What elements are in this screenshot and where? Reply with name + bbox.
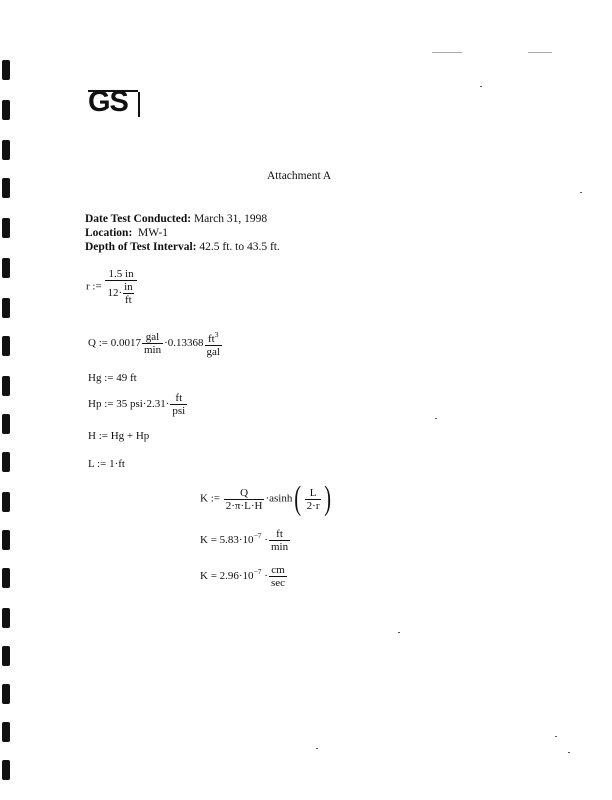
date-value: March 31, 1998 xyxy=(193,213,268,225)
eq-k2-lhs: K = 5.83·10 xyxy=(200,534,254,547)
eq-k3-fraction xyxy=(269,564,287,589)
eq-q-f1-den: min xyxy=(143,344,162,356)
eq-k3-exp: −7 xyxy=(253,567,262,577)
equation-r xyxy=(86,268,138,306)
binder-hole xyxy=(2,568,10,588)
eq-r-den-den: ft xyxy=(125,294,132,306)
binder-hole xyxy=(2,140,10,160)
location-value: MW-1 xyxy=(138,227,169,239)
eq-r-den-num: in xyxy=(124,281,133,293)
eq-k2-dot: · xyxy=(261,534,268,547)
eq-k1-den: 2·π·L·H xyxy=(225,499,263,512)
binder-hole xyxy=(2,376,10,396)
eq-q-lhs: Q := 0.0017 xyxy=(88,337,141,350)
binder-hole xyxy=(2,760,10,780)
scan-speck xyxy=(316,748,318,749)
eq-r-den-fraction xyxy=(123,281,134,306)
eq-q-frac1 xyxy=(142,331,163,356)
equation-h: H := Hg + Hp xyxy=(88,430,150,442)
binder-hole xyxy=(2,530,10,550)
attachment-title: Attachment A xyxy=(267,170,332,182)
eq-k1-p-den: 2·r xyxy=(306,499,320,512)
scan-speck xyxy=(398,632,400,633)
location-label: Location: xyxy=(85,227,133,239)
company-logo xyxy=(88,86,136,118)
eq-k3-lhs: K = 2.96·10 xyxy=(200,570,254,583)
left-paren: ( xyxy=(294,480,302,517)
equation-l: L := 1·ft xyxy=(88,458,125,470)
eq-r-num: 1.5 in xyxy=(105,268,136,281)
binder-hole xyxy=(2,452,10,472)
eq-k1-lhs: K := xyxy=(200,492,220,505)
eq-k1-paren-fraction xyxy=(305,487,322,512)
eq-q-f2-den: gal xyxy=(206,346,220,358)
eq-q-f1-num: gal xyxy=(142,331,163,344)
scan-speck xyxy=(528,52,552,53)
depth-value: 42.5 ft. to 43.5 ft. xyxy=(199,241,280,253)
eq-r-den-coef: 12· xyxy=(107,287,123,300)
equation-hg: Hg := 49 ft xyxy=(88,372,137,384)
right-paren: ) xyxy=(324,480,332,517)
binder-hole xyxy=(2,60,10,80)
test-metadata xyxy=(85,212,280,254)
depth-line xyxy=(85,240,280,254)
logo-text: GS xyxy=(88,86,128,118)
depth-label: Depth of Test Interval: xyxy=(85,241,197,253)
binder-hole xyxy=(2,336,10,356)
equation-k-ft-min xyxy=(200,528,291,553)
scan-speck xyxy=(435,418,437,419)
eq-q-f2-exp: 3 xyxy=(214,330,219,339)
binder-hole xyxy=(2,722,10,742)
eq-q-f2-num-wrap xyxy=(205,329,222,346)
eq-hp-lhs: Hp := 35 psi·2.31· xyxy=(88,398,170,411)
eq-k2-exp: −7 xyxy=(253,531,262,541)
date-line xyxy=(85,212,280,226)
eq-hp-num: ft xyxy=(170,392,187,405)
eq-q-mid: ·0.13368 xyxy=(164,337,204,350)
eq-q-frac2 xyxy=(205,329,222,358)
binder-hole xyxy=(2,608,10,628)
binder-hole xyxy=(2,646,10,666)
eq-k2-fraction xyxy=(269,528,290,553)
scan-speck xyxy=(480,86,482,87)
equation-k-cm-sec xyxy=(200,564,288,589)
eq-k3-dot: · xyxy=(261,570,268,583)
binder-hole xyxy=(2,178,10,198)
eq-k2-num: ft xyxy=(269,528,290,541)
scan-speck xyxy=(580,192,582,193)
binder-hole xyxy=(2,258,10,278)
eq-k3-num: cm xyxy=(269,564,287,577)
binder-hole xyxy=(2,100,10,120)
scan-speck xyxy=(432,52,462,53)
eq-k3-den: sec xyxy=(270,577,286,589)
eq-r-den xyxy=(105,281,136,306)
eq-k1-num: Q xyxy=(224,487,265,500)
eq-k1-p-num: L xyxy=(305,487,322,500)
logo-rule xyxy=(138,92,140,117)
eq-r-fraction xyxy=(105,268,136,306)
eq-q-f2-num: ft xyxy=(208,333,215,345)
binder-hole xyxy=(2,414,10,434)
binder-hole xyxy=(2,298,10,318)
eq-k1-mid: ·asinh xyxy=(265,492,293,505)
equation-q xyxy=(88,329,223,358)
binder-hole xyxy=(2,218,10,238)
scan-speck xyxy=(555,736,557,737)
eq-hp-den: psi xyxy=(172,405,186,417)
eq-k2-den: min xyxy=(270,541,289,553)
eq-hp-fraction xyxy=(170,392,187,417)
equation-k-formula xyxy=(200,482,334,516)
date-label: Date Test Conducted: xyxy=(85,213,192,225)
eq-r-lhs: r := xyxy=(86,280,102,293)
binder-holes xyxy=(2,0,12,800)
scan-speck xyxy=(568,752,570,753)
location-line xyxy=(85,226,280,240)
eq-k1-fraction xyxy=(224,487,265,512)
binder-hole xyxy=(2,492,10,512)
binder-hole xyxy=(2,684,10,704)
equation-hp xyxy=(88,392,188,417)
